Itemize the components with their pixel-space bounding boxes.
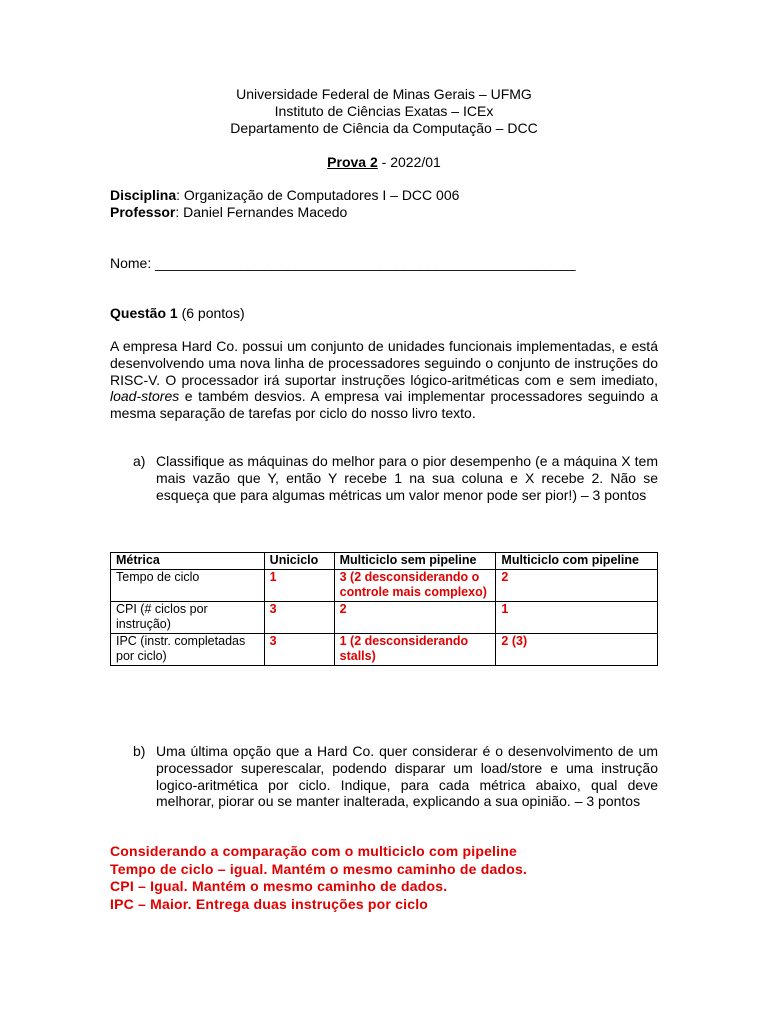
table-row — [111, 634, 658, 666]
answer-line: IPC – Maior. Entrega duas instruções por ciclo — [110, 895, 429, 912]
header-uniciclo: Uniciclo — [264, 553, 334, 570]
answer-cell: 3 — [264, 634, 334, 666]
item-a-text: Classifique as máquinas do melhor para o pior desempenho (e a máquina X tem mais vazão que Y, então Y recebe 1 na sua coluna e X recebe 2. Não se esqueça que para algumas métricas um valor menor pode ser pior!) – 3 pontos — [156, 453, 658, 503]
institute-name: Instituto de Ciências Exatas – ICEx — [274, 103, 494, 119]
metric-name: IPC (instr. completadas por ciclo) — [111, 634, 265, 666]
question-1-intro — [110, 338, 658, 422]
university-name: Universidade Federal de Minas Gerais – UFMG — [236, 86, 532, 102]
department-name: Departamento de Ciência da Computação – DCC — [230, 120, 538, 136]
table-row — [111, 602, 658, 634]
answer-line: Considerando a comparação com o multiciclo com pipeline — [110, 843, 517, 859]
answer-line: CPI – Igual. Mantém o mesmo caminho de dados. — [110, 878, 448, 894]
answer-cell: 3 — [264, 602, 334, 634]
intro-emphasis: load-stores — [110, 388, 180, 405]
item-a-marker: a) — [133, 453, 146, 469]
exam-name: Prova 2 — [327, 154, 378, 170]
table-row — [111, 570, 658, 602]
header-multiciclo-com-pipeline: Multiciclo com pipeline — [496, 553, 658, 570]
item-b-marker: b) — [133, 743, 146, 759]
intro-part-1: A empresa Hard Co. possui um conjunto de unidades funcionais implementadas, e está desenvolvendo uma nova linha de processadores seguindo o conjunto de instruções do RISC-V. O processador irá suportar instruções lógico-aritméticas com e sem imediato, — [110, 338, 658, 388]
item-b-text: Uma última opção que a Hard Co. quer considerar é o desenvolvimento de um processador superescalar, podendo disparar um load/store e uma instrução logico-aritmética por ciclo. Indique, para cada métrica abaixo, qual deve melhorar, piorar ou se manter inalterada, explicando a sua opinião. – 3 pontos — [156, 743, 658, 810]
answer-cell: 2 — [334, 602, 496, 634]
answer-line: Tempo de ciclo – igual. Mantém o mesmo caminho de dados. — [110, 860, 528, 877]
intro-part-2: e também desvios. A empresa vai implementar processadores seguindo a mesma separação de tarefas por ciclo do nosso livro texto. — [110, 388, 658, 422]
discipline-label: Disciplina — [110, 187, 177, 203]
header-multiciclo-sem-pipeline: Multiciclo sem pipeline — [334, 553, 496, 570]
header-metric: Métrica — [111, 553, 265, 570]
answer-cell: 2 — [496, 570, 658, 602]
question-1-heading — [110, 305, 245, 321]
answer-cell: 1 — [264, 570, 334, 602]
metric-name: Tempo de ciclo — [111, 570, 265, 602]
professor-value: : Daniel Fernandes Macedo — [175, 204, 348, 220]
exam-title — [0, 154, 768, 170]
name-field[interactable]: Nome: ______________________________________________________ — [110, 255, 576, 271]
table-header-row — [111, 553, 658, 570]
metric-name: CPI (# ciclos por instrução) — [111, 602, 265, 634]
discipline-line — [110, 187, 459, 203]
question-1-points: (6 pontos) — [177, 305, 245, 321]
metrics-table — [110, 552, 658, 666]
professor-line — [110, 204, 347, 220]
answer-cell: 2 (3) — [496, 634, 658, 666]
question-1-title: Questão 1 — [110, 305, 178, 321]
answer-cell: 1 (2 desconsiderando stalls) — [334, 634, 496, 666]
item-b-answer — [110, 843, 710, 913]
professor-label: Professor — [110, 204, 176, 220]
answer-cell: 3 (2 desconsiderando o controle mais complexo) — [334, 570, 496, 602]
exam-period: - 2022/01 — [377, 154, 441, 170]
discipline-value: : Organização de Computadores I – DCC 006 — [176, 187, 460, 203]
answer-cell: 1 — [496, 602, 658, 634]
